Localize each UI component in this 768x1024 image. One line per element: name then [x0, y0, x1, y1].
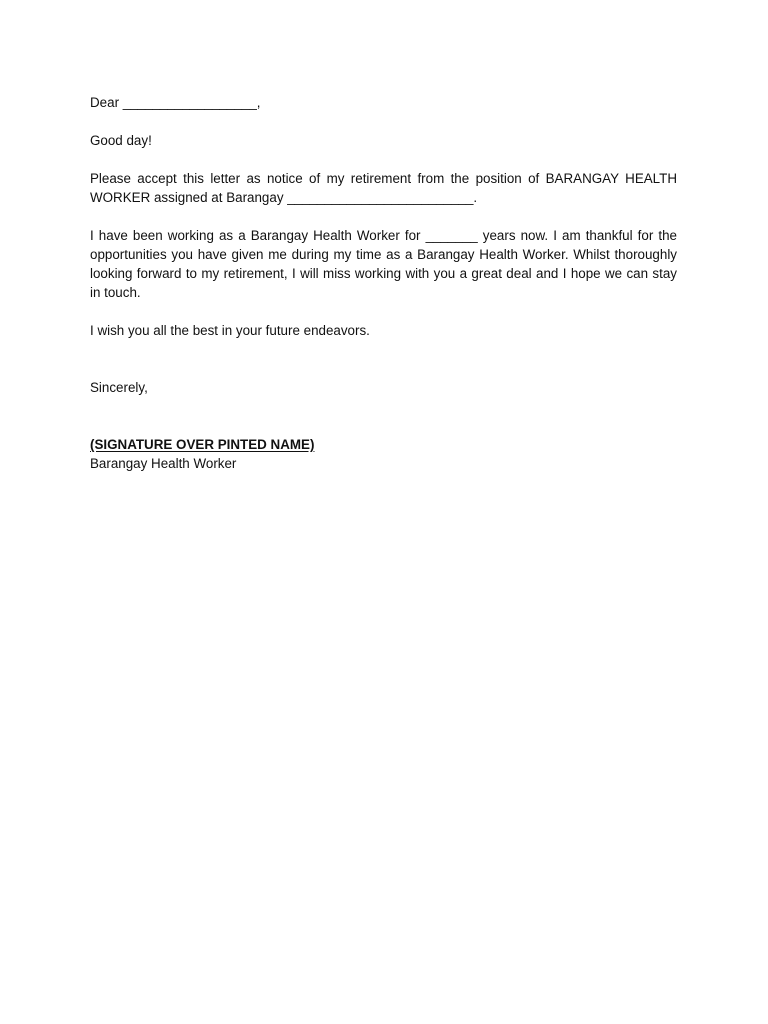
paragraph-well-wishes: I wish you all the best in your future endeavors. — [90, 323, 370, 338]
paragraph-service-thanks: I have been working as a Barangay Health Worker for _______ years now. I am thankful for the opportunities you have given me during my time as a Barangay Health Worker. Whilst thoroughly looking forward to my retirement, I will miss working with you a great deal and I hope we can stay in touch. — [90, 228, 677, 300]
closing: Sincerely, — [90, 380, 148, 395]
letter-body — [90, 93, 677, 473]
salutation: Dear __________________, — [90, 95, 261, 110]
paragraph-retirement-notice: Please accept this letter as notice of my retirement from the position of BARANGAY HEALTH WORKER assigned at Barangay _________________________. — [90, 171, 677, 205]
greeting: Good day! — [90, 133, 152, 148]
signer-title: Barangay Health Worker — [90, 456, 237, 471]
signature-line: (SIGNATURE OVER PINTED NAME) — [90, 437, 315, 452]
